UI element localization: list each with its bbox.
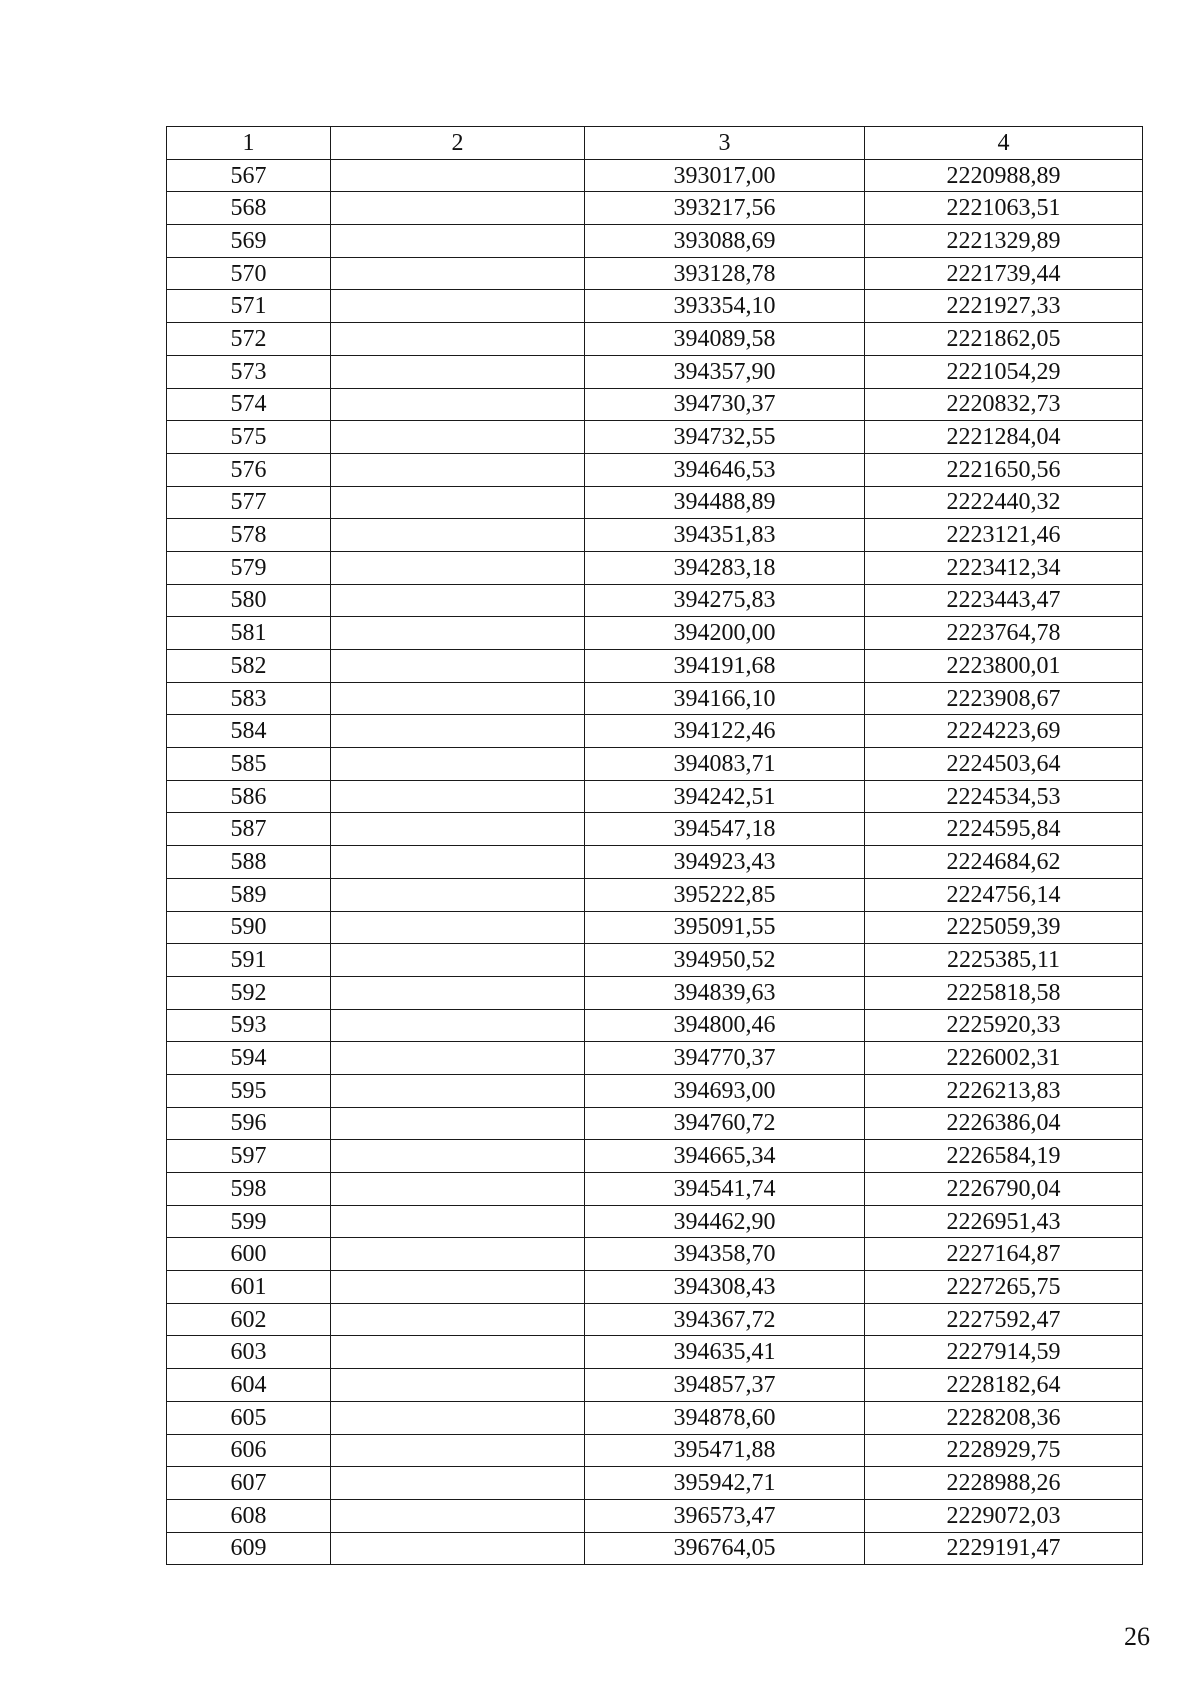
- x-coordinate-cell: 394730,37: [585, 388, 865, 421]
- blank-cell: [331, 1074, 585, 1107]
- y-coordinate-cell: 2221284,04: [865, 421, 1143, 454]
- table-row: [167, 453, 1143, 486]
- table-row: [167, 1009, 1143, 1042]
- y-coordinate-cell: 2228182,64: [865, 1369, 1143, 1402]
- x-coordinate-cell: 394857,37: [585, 1369, 865, 1402]
- x-coordinate-cell: 394357,90: [585, 355, 865, 388]
- blank-cell: [331, 388, 585, 421]
- y-coordinate-cell: 2224756,14: [865, 878, 1143, 911]
- blank-cell: [331, 1532, 585, 1565]
- y-coordinate-cell: 2220988,89: [865, 159, 1143, 192]
- table-row: [167, 388, 1143, 421]
- blank-cell: [331, 1336, 585, 1369]
- table-row: [167, 1238, 1143, 1271]
- x-coordinate-cell: 395091,55: [585, 911, 865, 944]
- blank-cell: [331, 1042, 585, 1075]
- column-header-4: 4: [865, 127, 1143, 160]
- y-coordinate-cell: 2224684,62: [865, 846, 1143, 879]
- y-coordinate-cell: 2224223,69: [865, 715, 1143, 748]
- blank-cell: [331, 617, 585, 650]
- table-row: [167, 421, 1143, 454]
- blank-cell: [331, 976, 585, 1009]
- blank-cell: [331, 748, 585, 781]
- y-coordinate-cell: 2223764,78: [865, 617, 1143, 650]
- blank-cell: [331, 846, 585, 879]
- blank-cell: [331, 1009, 585, 1042]
- blank-cell: [331, 323, 585, 356]
- point-number-cell: 582: [167, 650, 331, 683]
- blank-cell: [331, 1107, 585, 1140]
- table-row: [167, 1173, 1143, 1206]
- x-coordinate-cell: 394358,70: [585, 1238, 865, 1271]
- table-row: [167, 813, 1143, 846]
- x-coordinate-cell: 394950,52: [585, 944, 865, 977]
- table-row: [167, 1336, 1143, 1369]
- table-row: [167, 584, 1143, 617]
- point-number-cell: 572: [167, 323, 331, 356]
- x-coordinate-cell: 394547,18: [585, 813, 865, 846]
- table-row: [167, 192, 1143, 225]
- y-coordinate-cell: 2226584,19: [865, 1140, 1143, 1173]
- y-coordinate-cell: 2229072,03: [865, 1499, 1143, 1532]
- blank-cell: [331, 1499, 585, 1532]
- x-coordinate-cell: 394839,63: [585, 976, 865, 1009]
- point-number-cell: 575: [167, 421, 331, 454]
- x-coordinate-cell: 394242,51: [585, 780, 865, 813]
- blank-cell: [331, 290, 585, 323]
- x-coordinate-cell: 393354,10: [585, 290, 865, 323]
- point-number-cell: 596: [167, 1107, 331, 1140]
- blank-cell: [331, 257, 585, 290]
- x-coordinate-cell: 394693,00: [585, 1074, 865, 1107]
- point-number-cell: 594: [167, 1042, 331, 1075]
- y-coordinate-cell: 2221054,29: [865, 355, 1143, 388]
- y-coordinate-cell: 2220832,73: [865, 388, 1143, 421]
- point-number-cell: 585: [167, 748, 331, 781]
- x-coordinate-cell: 394351,83: [585, 519, 865, 552]
- table-row: [167, 1205, 1143, 1238]
- point-number-cell: 567: [167, 159, 331, 192]
- point-number-cell: 581: [167, 617, 331, 650]
- point-number-cell: 608: [167, 1499, 331, 1532]
- blank-cell: [331, 486, 585, 519]
- table-row: [167, 748, 1143, 781]
- y-coordinate-cell: 2221063,51: [865, 192, 1143, 225]
- table-row: [167, 617, 1143, 650]
- blank-cell: [331, 519, 585, 552]
- table-row: [167, 1303, 1143, 1336]
- point-number-cell: 605: [167, 1401, 331, 1434]
- blank-cell: [331, 682, 585, 715]
- y-coordinate-cell: 2221862,05: [865, 323, 1143, 356]
- point-number-cell: 583: [167, 682, 331, 715]
- x-coordinate-cell: 394462,90: [585, 1205, 865, 1238]
- x-coordinate-cell: 394878,60: [585, 1401, 865, 1434]
- table-row: [167, 1499, 1143, 1532]
- table-row: [167, 257, 1143, 290]
- table-row: [167, 1401, 1143, 1434]
- blank-cell: [331, 911, 585, 944]
- x-coordinate-cell: 394191,68: [585, 650, 865, 683]
- coordinates-table: [166, 126, 1143, 1565]
- blank-cell: [331, 225, 585, 258]
- table-row: [167, 159, 1143, 192]
- table-row: [167, 1271, 1143, 1304]
- table-row: [167, 944, 1143, 977]
- table-row: [167, 715, 1143, 748]
- x-coordinate-cell: 394083,71: [585, 748, 865, 781]
- y-coordinate-cell: 2225920,33: [865, 1009, 1143, 1042]
- blank-cell: [331, 780, 585, 813]
- column-header-2: 2: [331, 127, 585, 160]
- x-coordinate-cell: 394200,00: [585, 617, 865, 650]
- table-row: [167, 1140, 1143, 1173]
- point-number-cell: 595: [167, 1074, 331, 1107]
- table-body: [167, 159, 1143, 1565]
- table-row: [167, 1107, 1143, 1140]
- y-coordinate-cell: 2223121,46: [865, 519, 1143, 552]
- x-coordinate-cell: 394308,43: [585, 1271, 865, 1304]
- table-row: [167, 1434, 1143, 1467]
- table-row: [167, 323, 1143, 356]
- y-coordinate-cell: 2229191,47: [865, 1532, 1143, 1565]
- point-number-cell: 587: [167, 813, 331, 846]
- x-coordinate-cell: 394800,46: [585, 1009, 865, 1042]
- point-number-cell: 580: [167, 584, 331, 617]
- y-coordinate-cell: 2227265,75: [865, 1271, 1143, 1304]
- table-row: [167, 1074, 1143, 1107]
- table-row: [167, 911, 1143, 944]
- table-row: [167, 290, 1143, 323]
- blank-cell: [331, 1434, 585, 1467]
- point-number-cell: 584: [167, 715, 331, 748]
- x-coordinate-cell: 394923,43: [585, 846, 865, 879]
- blank-cell: [331, 159, 585, 192]
- y-coordinate-cell: 2221650,56: [865, 453, 1143, 486]
- point-number-cell: 576: [167, 453, 331, 486]
- y-coordinate-cell: 2226790,04: [865, 1173, 1143, 1206]
- point-number-cell: 574: [167, 388, 331, 421]
- x-coordinate-cell: 394166,10: [585, 682, 865, 715]
- point-number-cell: 604: [167, 1369, 331, 1402]
- table-row: [167, 1042, 1143, 1075]
- y-coordinate-cell: 2228208,36: [865, 1401, 1143, 1434]
- blank-cell: [331, 584, 585, 617]
- y-coordinate-cell: 2226951,43: [865, 1205, 1143, 1238]
- y-coordinate-cell: 2227592,47: [865, 1303, 1143, 1336]
- y-coordinate-cell: 2227914,59: [865, 1336, 1143, 1369]
- x-coordinate-cell: 394367,72: [585, 1303, 865, 1336]
- point-number-cell: 571: [167, 290, 331, 323]
- blank-cell: [331, 1467, 585, 1500]
- y-coordinate-cell: 2225385,11: [865, 944, 1143, 977]
- table-row: [167, 846, 1143, 879]
- blank-cell: [331, 715, 585, 748]
- blank-cell: [331, 421, 585, 454]
- point-number-cell: 602: [167, 1303, 331, 1336]
- point-number-cell: 607: [167, 1467, 331, 1500]
- table-row: [167, 976, 1143, 1009]
- x-coordinate-cell: 393128,78: [585, 257, 865, 290]
- blank-cell: [331, 813, 585, 846]
- point-number-cell: 603: [167, 1336, 331, 1369]
- point-number-cell: 588: [167, 846, 331, 879]
- y-coordinate-cell: 2225818,58: [865, 976, 1143, 1009]
- x-coordinate-cell: 394275,83: [585, 584, 865, 617]
- x-coordinate-cell: 394646,53: [585, 453, 865, 486]
- table-row: [167, 551, 1143, 584]
- point-number-cell: 578: [167, 519, 331, 552]
- table-row: [167, 878, 1143, 911]
- blank-cell: [331, 1140, 585, 1173]
- x-coordinate-cell: 394760,72: [585, 1107, 865, 1140]
- x-coordinate-cell: 394665,34: [585, 1140, 865, 1173]
- y-coordinate-cell: 2223908,67: [865, 682, 1143, 715]
- x-coordinate-cell: 396573,47: [585, 1499, 865, 1532]
- point-number-cell: 609: [167, 1532, 331, 1565]
- y-coordinate-cell: 2221927,33: [865, 290, 1143, 323]
- x-coordinate-cell: 394122,46: [585, 715, 865, 748]
- table-row: [167, 519, 1143, 552]
- x-coordinate-cell: 394488,89: [585, 486, 865, 519]
- x-coordinate-cell: 394283,18: [585, 551, 865, 584]
- blank-cell: [331, 192, 585, 225]
- blank-cell: [331, 1303, 585, 1336]
- y-coordinate-cell: 2221329,89: [865, 225, 1143, 258]
- x-coordinate-cell: 393017,00: [585, 159, 865, 192]
- blank-cell: [331, 1238, 585, 1271]
- y-coordinate-cell: 2223800,01: [865, 650, 1143, 683]
- x-coordinate-cell: 395222,85: [585, 878, 865, 911]
- blank-cell: [331, 1369, 585, 1402]
- y-coordinate-cell: 2227164,87: [865, 1238, 1143, 1271]
- point-number-cell: 573: [167, 355, 331, 388]
- y-coordinate-cell: 2224534,53: [865, 780, 1143, 813]
- point-number-cell: 597: [167, 1140, 331, 1173]
- point-number-cell: 579: [167, 551, 331, 584]
- x-coordinate-cell: 393217,56: [585, 192, 865, 225]
- point-number-cell: 577: [167, 486, 331, 519]
- y-coordinate-cell: 2221739,44: [865, 257, 1143, 290]
- blank-cell: [331, 1205, 585, 1238]
- table-row: [167, 1467, 1143, 1500]
- blank-cell: [331, 453, 585, 486]
- blank-cell: [331, 944, 585, 977]
- point-number-cell: 606: [167, 1434, 331, 1467]
- column-header-3: 3: [585, 127, 865, 160]
- y-coordinate-cell: 2223443,47: [865, 584, 1143, 617]
- point-number-cell: 586: [167, 780, 331, 813]
- x-coordinate-cell: 395942,71: [585, 1467, 865, 1500]
- x-coordinate-cell: 394635,41: [585, 1336, 865, 1369]
- point-number-cell: 569: [167, 225, 331, 258]
- y-coordinate-cell: 2228988,26: [865, 1467, 1143, 1500]
- table-row: [167, 780, 1143, 813]
- point-number-cell: 591: [167, 944, 331, 977]
- table-header-row: [167, 127, 1143, 160]
- point-number-cell: 570: [167, 257, 331, 290]
- y-coordinate-cell: 2226213,83: [865, 1074, 1143, 1107]
- y-coordinate-cell: 2224503,64: [865, 748, 1143, 781]
- table-row: [167, 225, 1143, 258]
- y-coordinate-cell: 2222440,32: [865, 486, 1143, 519]
- page-number: 26: [1124, 1622, 1150, 1651]
- point-number-cell: 599: [167, 1205, 331, 1238]
- point-number-cell: 590: [167, 911, 331, 944]
- y-coordinate-cell: 2223412,34: [865, 551, 1143, 584]
- table-row: [167, 1369, 1143, 1402]
- table-row: [167, 1532, 1143, 1565]
- point-number-cell: 592: [167, 976, 331, 1009]
- column-header-1: 1: [167, 127, 331, 160]
- x-coordinate-cell: 394732,55: [585, 421, 865, 454]
- point-number-cell: 589: [167, 878, 331, 911]
- y-coordinate-cell: 2225059,39: [865, 911, 1143, 944]
- blank-cell: [331, 1401, 585, 1434]
- point-number-cell: 568: [167, 192, 331, 225]
- point-number-cell: 593: [167, 1009, 331, 1042]
- x-coordinate-cell: 394089,58: [585, 323, 865, 356]
- x-coordinate-cell: 393088,69: [585, 225, 865, 258]
- point-number-cell: 598: [167, 1173, 331, 1206]
- x-coordinate-cell: 396764,05: [585, 1532, 865, 1565]
- table-row: [167, 486, 1143, 519]
- x-coordinate-cell: 394770,37: [585, 1042, 865, 1075]
- point-number-cell: 601: [167, 1271, 331, 1304]
- table-row: [167, 650, 1143, 683]
- point-number-cell: 600: [167, 1238, 331, 1271]
- y-coordinate-cell: 2224595,84: [865, 813, 1143, 846]
- y-coordinate-cell: 2226002,31: [865, 1042, 1143, 1075]
- blank-cell: [331, 650, 585, 683]
- blank-cell: [331, 878, 585, 911]
- x-coordinate-cell: 394541,74: [585, 1173, 865, 1206]
- blank-cell: [331, 551, 585, 584]
- x-coordinate-cell: 395471,88: [585, 1434, 865, 1467]
- table-row: [167, 682, 1143, 715]
- blank-cell: [331, 1173, 585, 1206]
- table-row: [167, 355, 1143, 388]
- blank-cell: [331, 1271, 585, 1304]
- y-coordinate-cell: 2228929,75: [865, 1434, 1143, 1467]
- blank-cell: [331, 355, 585, 388]
- y-coordinate-cell: 2226386,04: [865, 1107, 1143, 1140]
